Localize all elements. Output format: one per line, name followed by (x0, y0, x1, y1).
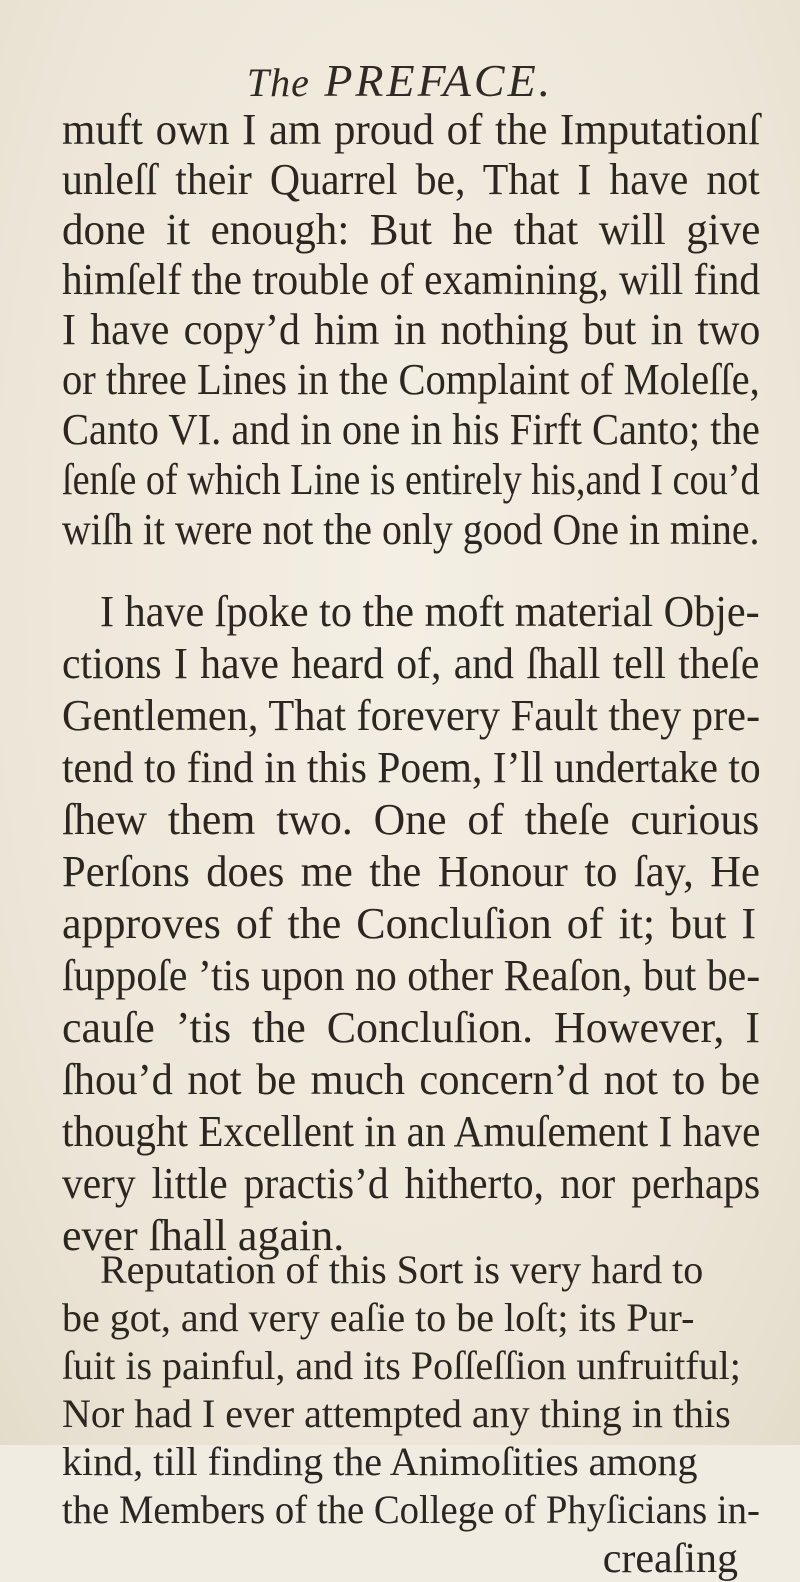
text-line: very little practis’d hitherto, nor perhaps (62, 1159, 761, 1208)
text-line: wiſh it were not the only good One in mine. (62, 505, 760, 554)
text-line: Nor had I ever attempted any thing in this (62, 1391, 731, 1436)
text-line: Perſons does me the Honour to ſay, He (62, 847, 760, 896)
text-line: ſuppoſe ’tis upon no other Reaſon, but be- (62, 951, 761, 1000)
text-line: cauſe ’tis the Concluſion. However, I (62, 1003, 761, 1052)
text-line: approves of the Concluſion of it; but I (62, 899, 756, 948)
text-line: be got, and very eaſie to be loſt; its Pur- (62, 1295, 695, 1340)
text-line: ſhou’d not be much concern’d not to be (62, 1055, 760, 1104)
text-line: done it enough: But he that will give (62, 205, 761, 254)
text-line: Reputation of this Sort is very hard to (100, 1247, 704, 1292)
catchword: creaſing (602, 1536, 738, 1582)
text-line: muft own I am proud of the Imputationſ (62, 105, 761, 154)
text-line: ever ſhall again. (62, 1211, 345, 1260)
text-line: ſenſe of which Line is entirely his,and I cou’d (62, 455, 760, 504)
text-line: or three Lines in the Complaint of Moleſſe, (62, 355, 760, 404)
text-line: Gentlemen, That forevery Fault they pre- (62, 691, 761, 740)
text-line: ſuit is painful, and its Poſſeſſion unfruitful; (62, 1343, 741, 1388)
text-line: ſhew them two. One of theſe curious (62, 795, 760, 844)
text-line: himſelf the trouble of examining, will find (62, 255, 761, 304)
text-line: kind, till finding the Animoſities among (62, 1439, 698, 1484)
text-line: I have copy’d him in nothing but in two (62, 305, 761, 354)
text-line: ctions I have heard of, and ſhall tell theſe (62, 639, 760, 688)
text-line: tend to find in this Poem, I’ll undertake to (62, 743, 761, 792)
text-line: the Members of the College of Phyſicians in- (62, 1487, 760, 1532)
text-line: unleſſ their Quarrel be, That I have not (62, 155, 760, 204)
text-line: I have ſpoke to the moft material Obje- (100, 587, 760, 636)
running-head (0, 55, 800, 106)
text-line: Canto VI. and in one in his Firft Canto; the (62, 405, 760, 454)
running-head-prefix: The (246, 60, 310, 105)
text-line: thought Excellent in an Amuſement I have (62, 1107, 761, 1156)
running-head-title: PREFACE. (324, 55, 554, 106)
